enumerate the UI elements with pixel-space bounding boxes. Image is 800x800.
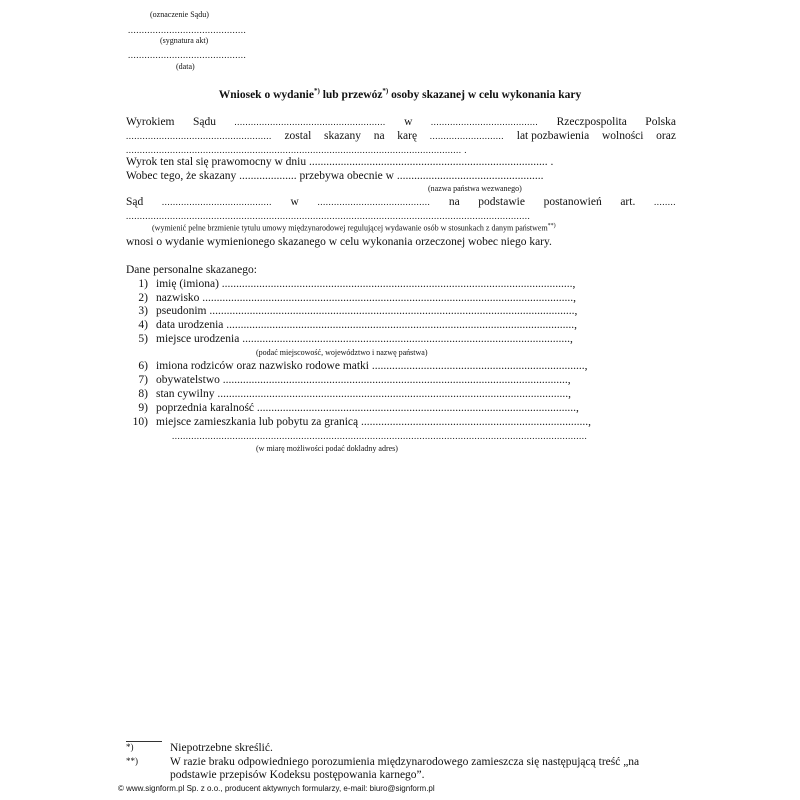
item-label: miejsce urodzenia .................................................................................................................., — [156, 333, 573, 345]
current-location-line: Wobec tego, że skazany .................... przebywa obecnie w ................................................... — [126, 170, 544, 182]
word: na — [448, 196, 460, 208]
word: Rzeczpospolita — [556, 116, 627, 128]
item-number: 10) — [132, 416, 148, 428]
footnote-2-text-line-1: W razie braku odpowiedniego porozumienia międzynarodowego zamieszcza się następującą treść „na — [170, 756, 640, 768]
word: Polska — [645, 116, 676, 128]
case-signature-field[interactable]: ........................................... — [128, 25, 247, 35]
title-mark-2: *) — [382, 87, 389, 95]
treaty-caption-text: (wymienić pelne brzmienie tytulu umowy międzynarodowej regulującej wydawanie osób w stosunkach z danym państwem — [152, 223, 548, 233]
requesting-court-field[interactable]: ........................................ — [161, 197, 272, 207]
item-label: nazwisko ................................................................................................................................., — [156, 292, 577, 304]
personal-item-citizenship[interactable] — [126, 374, 571, 386]
word: art. — [620, 196, 636, 208]
date-caption: (data) — [176, 62, 195, 71]
word: wolności — [601, 130, 644, 142]
personal-item-first-names[interactable] — [126, 278, 575, 290]
body-line-6 — [126, 196, 676, 208]
article-field[interactable]: ........ — [653, 197, 676, 207]
personal-item-pseudonym[interactable] — [126, 305, 577, 317]
personal-item-birth-date[interactable] — [126, 319, 577, 331]
word: karę — [397, 130, 418, 142]
item-label: pseudonim ..............................................................................................................................., — [156, 305, 578, 317]
item-number: 2) — [138, 292, 148, 304]
treaty-title-caption — [152, 223, 556, 233]
body-line-1 — [126, 116, 676, 128]
item-number: 8) — [138, 388, 148, 400]
birth-place-caption: (podać miejscowość, województwo i nazwę państwa) — [256, 348, 428, 357]
word: zostal — [284, 130, 312, 142]
word: oraz — [656, 130, 676, 142]
document-title — [0, 87, 800, 101]
item-number: 5) — [138, 333, 148, 345]
item-label: imiona rodziców oraz nazwisko rodowe matki .........................................................................., — [156, 360, 588, 372]
case-signature-caption: (sygnatura akt) — [160, 36, 209, 45]
word: w — [404, 116, 413, 128]
item-label: obywatelstwo ........................................................................................................................, — [156, 374, 571, 386]
item-label: poprzednia karalność ..............................................................................................................., — [156, 402, 579, 414]
title-mark-1: *) — [313, 87, 320, 95]
requesting-court-city-field[interactable]: ......................................... — [317, 197, 431, 207]
convict-name-field[interactable]: ..................................................... — [126, 131, 272, 141]
item-number: 3) — [138, 305, 148, 317]
word: Sąd — [126, 196, 144, 208]
item-number: 6) — [138, 360, 148, 372]
item-number: 4) — [138, 319, 148, 331]
treaty-title-field[interactable]: ................................................................................................................................................... — [126, 211, 531, 221]
additional-penalty-field[interactable]: .......................................................................................................................... . — [126, 145, 467, 155]
personal-data-heading: Dane personalne skazanego: — [126, 264, 257, 276]
word: lat pozbawienia — [516, 130, 590, 142]
word: Wyrokiem — [126, 116, 175, 128]
footnote-2-text-line-2: podstawie przepisów Kodeksu postępowania karnego”. — [170, 769, 425, 781]
footnote-2-mark: **) — [126, 756, 138, 766]
item-label: imię (imiona) .........................................................................................................................., — [156, 278, 576, 290]
item-number: 9) — [138, 402, 148, 414]
item-label: data urodzenia ........................................................................................................................., — [156, 319, 577, 331]
title-part-2: lub przewóz — [319, 88, 383, 101]
title-part-3: osoby skazanej w celu wykonania kary — [388, 88, 582, 101]
item-number: 1) — [138, 278, 148, 290]
personal-item-parents[interactable] — [126, 360, 588, 372]
word: na — [373, 130, 385, 142]
item-label: miejsce zamieszkania lub pobytu za granicą ..............................................................................., — [156, 416, 591, 428]
court-designation-caption: (oznaczenie Sądu) — [150, 10, 209, 19]
personal-item-birth-place[interactable] — [126, 333, 573, 345]
publisher-footer: © www.signform.pl Sp. z o.o., producent aktywnych formularzy, e-mail: biuro@signform.pl — [118, 784, 435, 793]
personal-item-marital-status[interactable] — [126, 388, 571, 400]
word: skazany — [323, 130, 362, 142]
word: Sądu — [192, 116, 216, 128]
word: w — [290, 196, 299, 208]
treaty-caption-mark: **) — [547, 223, 556, 229]
personal-item-residence-abroad[interactable] — [126, 416, 591, 428]
judgment-final-date-line: Wyrok ten stal się prawomocny w dniu ................................................................................... . — [126, 156, 554, 168]
word: postanowień — [543, 196, 602, 208]
footnote-1-text: Niepotrzebne skreślić. — [170, 742, 273, 754]
residence-address-field[interactable]: ....................................................................................................................................................... — [172, 431, 588, 441]
title-part-1: Wniosek o wydanie — [218, 88, 314, 101]
date-field[interactable]: ........................................... — [128, 50, 247, 60]
personal-item-surname[interactable] — [126, 292, 576, 304]
residence-address-caption: (w miarę możliwości podać dokladny adres) — [256, 444, 398, 453]
personal-item-criminal-record[interactable] — [126, 402, 579, 414]
court-name-field[interactable]: ....................................................... — [234, 117, 386, 127]
body-line-2 — [126, 130, 676, 142]
item-label: stan cywilny .........................................................................................................................., — [156, 388, 571, 400]
sentence-years-field[interactable]: ........................... — [429, 131, 505, 141]
requested-state-caption: (nazwa państwa wezwanego) — [428, 184, 522, 193]
item-number: 7) — [138, 374, 148, 386]
word: podstawie — [478, 196, 525, 208]
footnote-1-mark: *) — [126, 742, 134, 752]
court-city-field[interactable]: ....................................... — [430, 117, 539, 127]
request-statement: wnosi o wydanie wymienionego skazanego w celu wykonania orzeczonej wobec niego kary. — [126, 236, 552, 248]
